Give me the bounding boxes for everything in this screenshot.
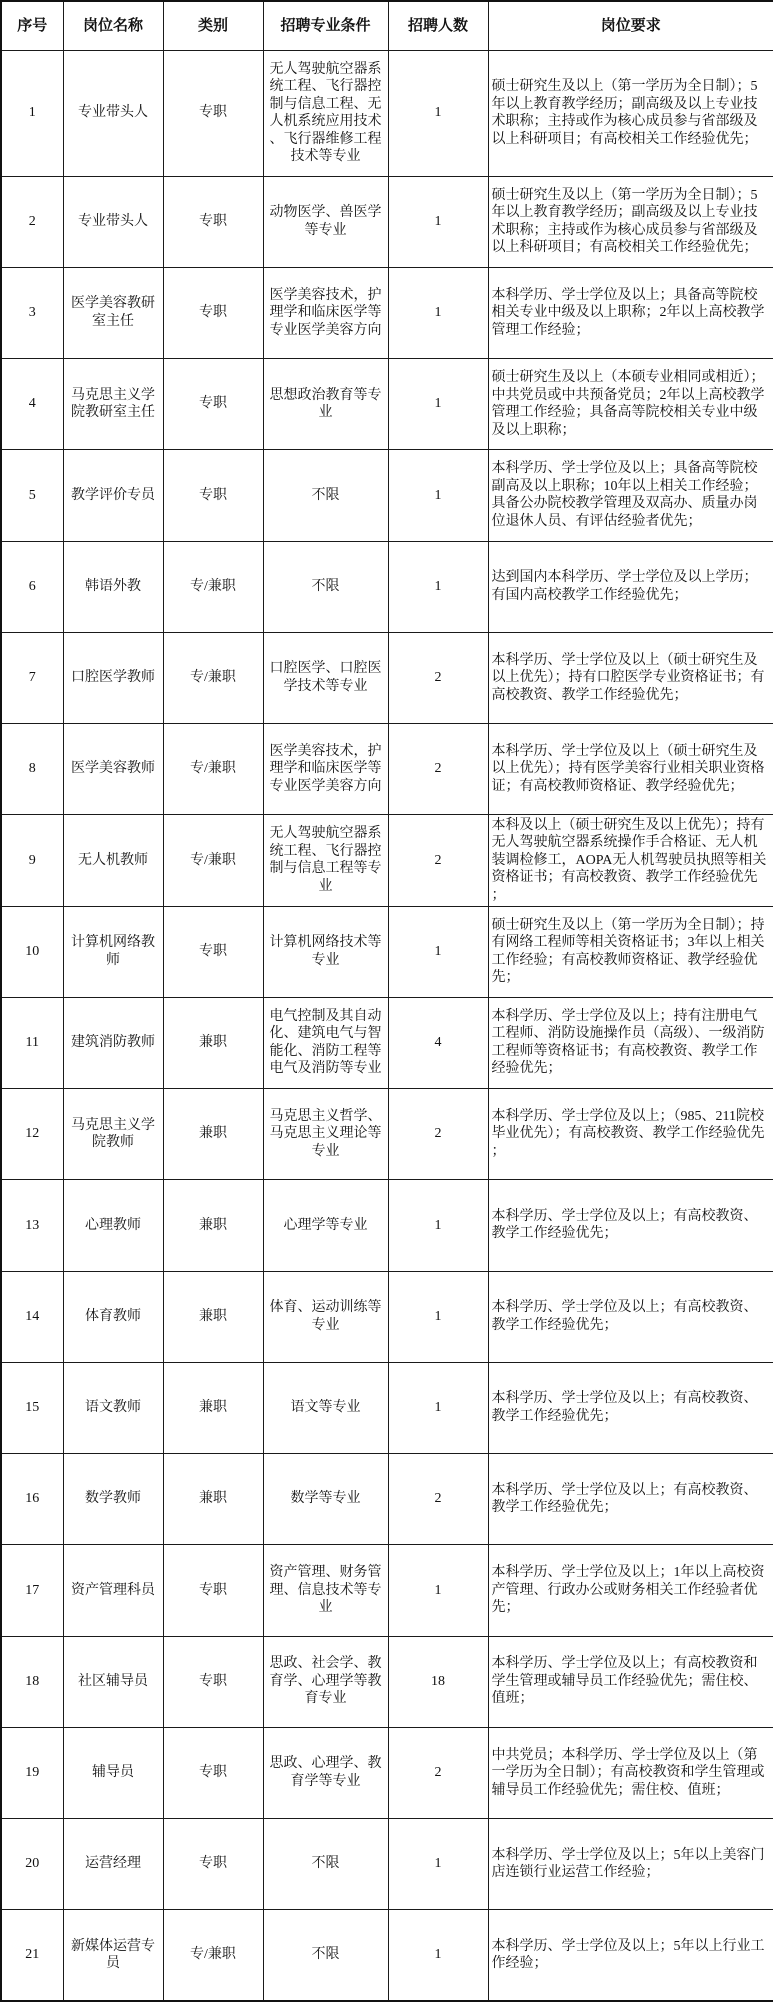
cell-job-requirements: 本科学历、学士学位及以上；具备高等院校相关专业中级及以上职称；2年以上高校教学管理工作经验； xyxy=(488,267,773,358)
cell-headcount: 2 xyxy=(388,1089,488,1180)
cell-major-requirement: 口腔医学、口腔医学技术等专业 xyxy=(263,632,388,723)
cell-position-name: 心理教师 xyxy=(63,1180,163,1271)
cell-serial-number: 8 xyxy=(1,724,63,815)
cell-employment-type: 专职 xyxy=(163,50,263,176)
cell-major-requirement: 语文等专业 xyxy=(263,1362,388,1453)
header-job-requirements: 岗位要求 xyxy=(488,1,773,50)
table-row xyxy=(1,1089,773,1180)
cell-position-name: 社区辅导员 xyxy=(63,1636,163,1727)
cell-position-name: 无人机教师 xyxy=(63,815,163,906)
cell-position-name: 体育教师 xyxy=(63,1271,163,1362)
cell-serial-number: 12 xyxy=(1,1089,63,1180)
cell-serial-number: 11 xyxy=(1,997,63,1088)
table-row xyxy=(1,1362,773,1453)
cell-position-name: 资产管理科员 xyxy=(63,1545,163,1636)
cell-position-name: 韩语外教 xyxy=(63,541,163,632)
cell-employment-type: 专职 xyxy=(163,1819,263,1910)
cell-headcount: 1 xyxy=(388,906,488,997)
table-row xyxy=(1,541,773,632)
cell-employment-type: 专职 xyxy=(163,1545,263,1636)
cell-major-requirement: 不限 xyxy=(263,450,388,541)
cell-position-name: 教学评价专员 xyxy=(63,450,163,541)
cell-major-requirement: 不限 xyxy=(263,541,388,632)
cell-position-name: 医学美容教研室主任 xyxy=(63,267,163,358)
table-row xyxy=(1,1636,773,1727)
cell-major-requirement: 动物医学、兽医学等专业 xyxy=(263,176,388,267)
cell-headcount: 1 xyxy=(388,1910,488,2001)
cell-employment-type: 兼职 xyxy=(163,1180,263,1271)
table-row xyxy=(1,724,773,815)
cell-headcount: 1 xyxy=(388,50,488,176)
cell-serial-number: 21 xyxy=(1,1910,63,2001)
cell-headcount: 1 xyxy=(388,541,488,632)
cell-employment-type: 兼职 xyxy=(163,1454,263,1545)
cell-serial-number: 17 xyxy=(1,1545,63,1636)
cell-serial-number: 19 xyxy=(1,1727,63,1818)
cell-employment-type: 专/兼职 xyxy=(163,724,263,815)
cell-job-requirements: 本科学历、学士学位及以上；有高校教资、教学工作经验优先； xyxy=(488,1454,773,1545)
cell-serial-number: 10 xyxy=(1,906,63,997)
cell-serial-number: 20 xyxy=(1,1819,63,1910)
table-row xyxy=(1,359,773,450)
cell-major-requirement: 医学美容技术，护理学和临床医学等专业医学美容方向 xyxy=(263,267,388,358)
table-row xyxy=(1,1910,773,2001)
cell-employment-type: 兼职 xyxy=(163,1362,263,1453)
cell-position-name: 马克思主义学院教研室主任 xyxy=(63,359,163,450)
cell-major-requirement: 数学等专业 xyxy=(263,1454,388,1545)
cell-position-name: 专业带头人 xyxy=(63,50,163,176)
cell-serial-number: 9 xyxy=(1,815,63,906)
cell-job-requirements: 本科学历、学士学位及以上；（985、211院校毕业优先）；有高校教资、教学工作经验优先； xyxy=(488,1089,773,1180)
cell-major-requirement: 无人驾驶航空器系统工程、飞行器控制与信息工程、无人机系统应用技术、飞行器维修工程技术等专业 xyxy=(263,50,388,176)
cell-job-requirements: 硕士研究生及以上（第一学历为全日制）；5年以上教育教学经历；副高级及以上专业技术职称；主持或作为核心成员参与省部级及以上科研项目；有高校相关工作经验优先； xyxy=(488,50,773,176)
cell-job-requirements: 本科学历、学士学位及以上；持有注册电气工程师、消防设施操作员（高级）、一级消防工程师等资格证书；有高校教资、教学工作经验优先； xyxy=(488,997,773,1088)
cell-job-requirements: 本科学历、学士学位及以上；有高校教资、教学工作经验优先； xyxy=(488,1362,773,1453)
cell-employment-type: 专职 xyxy=(163,176,263,267)
cell-headcount: 1 xyxy=(388,1271,488,1362)
cell-serial-number: 13 xyxy=(1,1180,63,1271)
cell-job-requirements: 本科学历、学士学位及以上；具备高等院校副高及以上职称；10年以上相关工作经验；具备公办院校教学管理及双高办、质量办岗位退休人员、有评估经验者优先； xyxy=(488,450,773,541)
cell-headcount: 4 xyxy=(388,997,488,1088)
cell-job-requirements: 本科学历、学士学位及以上（硕士研究生及以上优先）；持有口腔医学专业资格证书；有高校教资、教学工作经验优先； xyxy=(488,632,773,723)
cell-position-name: 口腔医学教师 xyxy=(63,632,163,723)
cell-position-name: 辅导员 xyxy=(63,1727,163,1818)
cell-job-requirements: 硕士研究生及以上（第一学历为全日制）；5年以上教育教学经历；副高级及以上专业技术职称；主持或作为核心成员参与省部级及以上科研项目；有高校相关工作经验优先； xyxy=(488,176,773,267)
cell-major-requirement: 不限 xyxy=(263,1819,388,1910)
cell-serial-number: 3 xyxy=(1,267,63,358)
cell-job-requirements: 本科学历、学士学位及以上（硕士研究生及以上优先）；持有医学美容行业相关职业资格证；有高校教师资格证、教学经验优先； xyxy=(488,724,773,815)
cell-headcount: 2 xyxy=(388,724,488,815)
cell-job-requirements: 本科学历、学士学位及以上；1年以上高校资产管理、行政办公或财务相关工作经验者优先； xyxy=(488,1545,773,1636)
cell-serial-number: 6 xyxy=(1,541,63,632)
cell-employment-type: 专职 xyxy=(163,1636,263,1727)
cell-major-requirement: 心理学等专业 xyxy=(263,1180,388,1271)
cell-headcount: 2 xyxy=(388,1454,488,1545)
cell-employment-type: 专/兼职 xyxy=(163,541,263,632)
cell-job-requirements: 本科学历、学士学位及以上；有高校教资、教学工作经验优先； xyxy=(488,1271,773,1362)
table-row xyxy=(1,815,773,906)
cell-job-requirements: 达到国内本科学历、学士学位及以上学历；有国内高校教学工作经验优先； xyxy=(488,541,773,632)
cell-major-requirement: 医学美容技术，护理学和临床医学等专业医学美容方向 xyxy=(263,724,388,815)
cell-major-requirement: 不限 xyxy=(263,1910,388,2001)
cell-headcount: 1 xyxy=(388,1819,488,1910)
header-serial-number: 序号 xyxy=(1,1,63,50)
cell-position-name: 语文教师 xyxy=(63,1362,163,1453)
cell-headcount: 18 xyxy=(388,1636,488,1727)
cell-job-requirements: 本科学历、学士学位及以上；5年以上美容门店连锁行业运营工作经验； xyxy=(488,1819,773,1910)
cell-serial-number: 14 xyxy=(1,1271,63,1362)
cell-headcount: 1 xyxy=(388,1545,488,1636)
cell-employment-type: 专职 xyxy=(163,450,263,541)
cell-position-name: 医学美容教师 xyxy=(63,724,163,815)
cell-position-name: 马克思主义学院教师 xyxy=(63,1089,163,1180)
cell-headcount: 1 xyxy=(388,1180,488,1271)
cell-job-requirements: 本科及以上（硕士研究生及以上优先）；持有无人驾驶航空器系统操作手合格证、无人机装调检修工，AOPA无人机驾驶员执照等相关资格证书；有高校教资、教学工作经验优先； xyxy=(488,815,773,906)
cell-major-requirement: 计算机网络技术等专业 xyxy=(263,906,388,997)
cell-employment-type: 兼职 xyxy=(163,1089,263,1180)
cell-position-name: 专业带头人 xyxy=(63,176,163,267)
cell-headcount: 1 xyxy=(388,1362,488,1453)
cell-major-requirement: 思想政治教育等专业 xyxy=(263,359,388,450)
cell-serial-number: 18 xyxy=(1,1636,63,1727)
cell-job-requirements: 本科学历、学士学位及以上；有高校教资和学生管理或辅导员工作经验优先；需住校、值班； xyxy=(488,1636,773,1727)
table-row xyxy=(1,176,773,267)
cell-headcount: 1 xyxy=(388,176,488,267)
cell-headcount: 2 xyxy=(388,815,488,906)
table-row xyxy=(1,267,773,358)
cell-headcount: 1 xyxy=(388,359,488,450)
cell-employment-type: 专职 xyxy=(163,359,263,450)
cell-headcount: 2 xyxy=(388,1727,488,1818)
table-row xyxy=(1,632,773,723)
cell-job-requirements: 硕士研究生及以上（第一学历为全日制）；持有网络工程师等相关资格证书；3年以上相关工作经验；有高校教师资格证、教学经验优先； xyxy=(488,906,773,997)
cell-position-name: 计算机网络教师 xyxy=(63,906,163,997)
cell-job-requirements: 本科学历、学士学位及以上；5年以上行业工作经验； xyxy=(488,1910,773,2001)
table-row xyxy=(1,997,773,1088)
cell-position-name: 数学教师 xyxy=(63,1454,163,1545)
cell-headcount: 2 xyxy=(388,632,488,723)
cell-major-requirement: 体育、运动训练等专业 xyxy=(263,1271,388,1362)
cell-headcount: 1 xyxy=(388,267,488,358)
cell-serial-number: 16 xyxy=(1,1454,63,1545)
cell-employment-type: 专职 xyxy=(163,267,263,358)
cell-major-requirement: 资产管理、财务管理、信息技术等专业 xyxy=(263,1545,388,1636)
cell-employment-type: 兼职 xyxy=(163,1271,263,1362)
cell-employment-type: 兼职 xyxy=(163,997,263,1088)
table-row xyxy=(1,50,773,176)
cell-serial-number: 5 xyxy=(1,450,63,541)
cell-position-name: 新媒体运营专员 xyxy=(63,1910,163,2001)
header-employment-type: 类别 xyxy=(163,1,263,50)
table-row xyxy=(1,450,773,541)
cell-serial-number: 7 xyxy=(1,632,63,723)
table-row xyxy=(1,906,773,997)
cell-employment-type: 专/兼职 xyxy=(163,1910,263,2001)
cell-job-requirements: 硕士研究生及以上（本硕专业相同或相近）；中共党员或中共预备党员；2年以上高校教学管理工作经验；具备高等院校相关专业中级及以上职称； xyxy=(488,359,773,450)
cell-major-requirement: 思政、社会学、教育学、心理学等教育专业 xyxy=(263,1636,388,1727)
cell-job-requirements: 本科学历、学士学位及以上；有高校教资、教学工作经验优先； xyxy=(488,1180,773,1271)
cell-employment-type: 专职 xyxy=(163,906,263,997)
cell-position-name: 建筑消防教师 xyxy=(63,997,163,1088)
header-headcount: 招聘人数 xyxy=(388,1,488,50)
cell-major-requirement: 马克思主义哲学、马克思主义理论等专业 xyxy=(263,1089,388,1180)
cell-serial-number: 15 xyxy=(1,1362,63,1453)
cell-major-requirement: 无人驾驶航空器系统工程、飞行器控制与信息工程等专业 xyxy=(263,815,388,906)
table-row xyxy=(1,1180,773,1271)
cell-major-requirement: 电气控制及其自动化、建筑电气与智能化、消防工程等电气及消防等专业 xyxy=(263,997,388,1088)
cell-serial-number: 4 xyxy=(1,359,63,450)
cell-employment-type: 专职 xyxy=(163,1727,263,1818)
header-major-requirement: 招聘专业条件 xyxy=(263,1,388,50)
cell-headcount: 1 xyxy=(388,450,488,541)
cell-serial-number: 2 xyxy=(1,176,63,267)
table-row xyxy=(1,1271,773,1362)
header-position-name: 岗位名称 xyxy=(63,1,163,50)
cell-employment-type: 专/兼职 xyxy=(163,815,263,906)
table-row xyxy=(1,1819,773,1910)
cell-serial-number: 1 xyxy=(1,50,63,176)
table-row xyxy=(1,1454,773,1545)
table-row xyxy=(1,1545,773,1636)
cell-position-name: 运营经理 xyxy=(63,1819,163,1910)
cell-major-requirement: 思政、心理学、教育学等专业 xyxy=(263,1727,388,1818)
cell-job-requirements: 中共党员；本科学历、学士学位及以上（第一学历为全日制）；有高校教资和学生管理或辅导员工作经验优先；需住校、值班； xyxy=(488,1727,773,1818)
table-row xyxy=(1,1727,773,1818)
cell-employment-type: 专/兼职 xyxy=(163,632,263,723)
table-header-row xyxy=(1,1,773,50)
